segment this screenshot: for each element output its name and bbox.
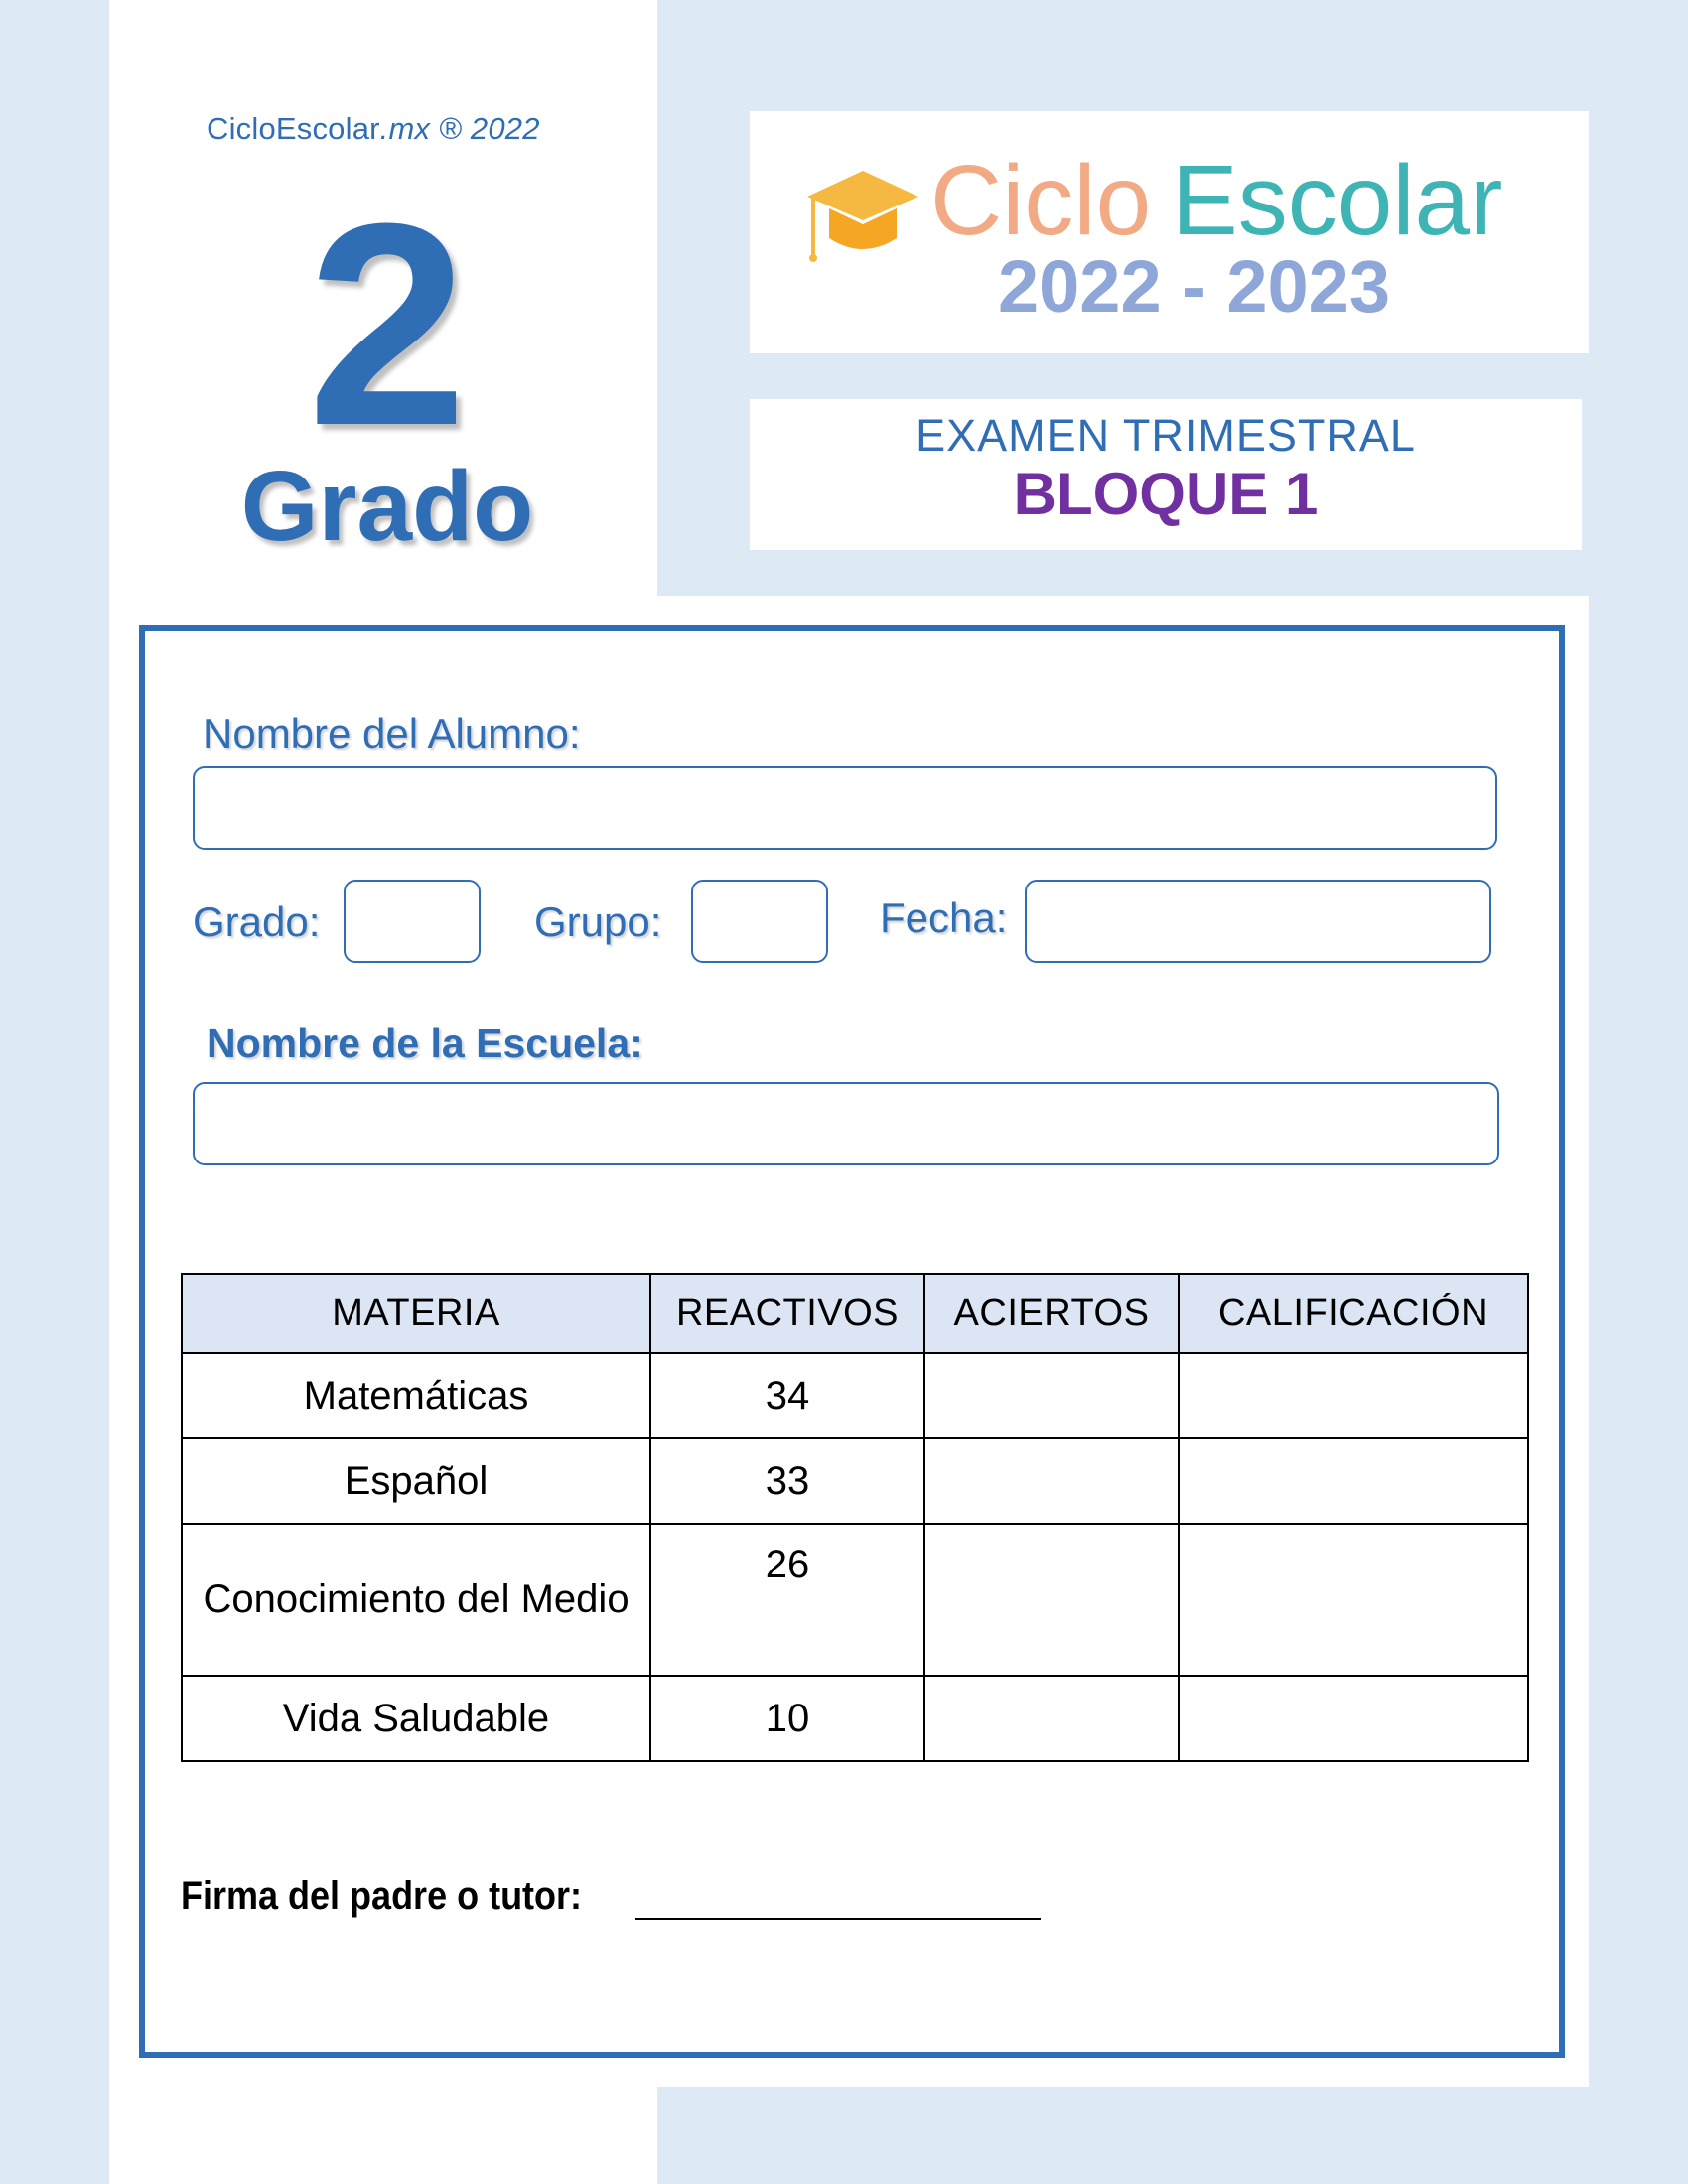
copyright-year: ® 2022 <box>430 111 540 146</box>
group-field[interactable] <box>691 880 828 963</box>
school-name-label: Nombre de la Escuela: <box>207 1021 643 1066</box>
group-label: Grupo: <box>534 898 662 945</box>
grades-table <box>181 1273 1529 1762</box>
date-label: Fecha: <box>880 894 1008 941</box>
cell-reactivos: 34 <box>650 1353 924 1438</box>
signature-label: Firma del padre o tutor: <box>181 1874 583 1918</box>
logo-box <box>750 111 1589 353</box>
cell-aciertos[interactable] <box>924 1524 1179 1676</box>
exam-box <box>750 399 1582 550</box>
student-name-label: Nombre del Alumno: <box>203 710 581 756</box>
exam-block: BLOQUE 1 <box>1013 461 1319 527</box>
table-row <box>182 1438 1528 1524</box>
logo-word-ciclo: Ciclo <box>930 145 1152 256</box>
header-aciertos: ACIERTOS <box>924 1274 1179 1353</box>
grade-word: Grado <box>240 451 534 562</box>
cell-aciertos[interactable] <box>924 1353 1179 1438</box>
exam-title: EXAMEN TRIMESTRAL <box>915 410 1416 461</box>
cell-materia: Vida Saludable <box>182 1676 650 1761</box>
cell-materia: Español <box>182 1438 650 1524</box>
cell-calificacion[interactable] <box>1179 1353 1528 1438</box>
student-name-field[interactable] <box>193 766 1497 850</box>
cell-reactivos: 33 <box>650 1438 924 1524</box>
copyright-brand: CicloEscolar <box>207 111 380 146</box>
date-field[interactable] <box>1025 880 1491 963</box>
header-calificacion: CALIFICACIÓN <box>1179 1274 1528 1353</box>
cell-aciertos[interactable] <box>924 1438 1179 1524</box>
header-materia: MATERIA <box>182 1274 650 1353</box>
table-row <box>182 1353 1528 1438</box>
cell-materia: Conocimiento del Medio <box>182 1524 650 1676</box>
background-left-panel <box>0 0 109 2184</box>
background-right-strip <box>1589 0 1688 2184</box>
copyright-notice <box>207 111 540 147</box>
grade-label: Grado: <box>193 898 321 945</box>
copyright-tld: .mx <box>379 111 431 146</box>
logo-word-escolar: Escolar <box>1172 145 1503 256</box>
logo-years: 2022 - 2023 <box>997 245 1390 328</box>
table-row <box>182 1524 1528 1676</box>
grade-field[interactable] <box>344 880 481 963</box>
cell-calificacion[interactable] <box>1179 1524 1528 1676</box>
table-header-row <box>182 1274 1528 1353</box>
cell-materia: Matemáticas <box>182 1353 650 1438</box>
signature-line[interactable] <box>635 1918 1041 1920</box>
grade-number: 2 <box>307 164 468 485</box>
school-name-field[interactable] <box>193 1082 1499 1165</box>
background-bottom-panel <box>657 2087 1688 2184</box>
cell-calificacion[interactable] <box>1179 1438 1528 1524</box>
cell-calificacion[interactable] <box>1179 1676 1528 1761</box>
header-reactivos: REACTIVOS <box>650 1274 924 1353</box>
cell-aciertos[interactable] <box>924 1676 1179 1761</box>
cell-reactivos: 10 <box>650 1676 924 1761</box>
cell-reactivos: 26 <box>650 1524 924 1676</box>
table-row <box>182 1676 1528 1761</box>
